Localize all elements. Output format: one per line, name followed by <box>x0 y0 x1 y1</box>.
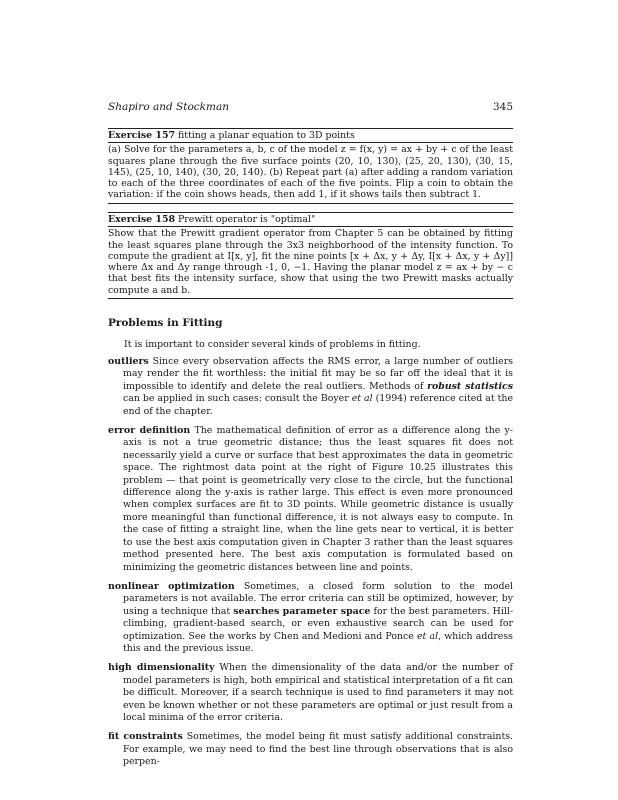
problem-list <box>108 356 513 776</box>
item-text: can be applied in such cases: consult the Boyer <box>123 393 352 405</box>
item-italic: et al <box>351 393 373 405</box>
exercise-body: (a) Solve for the parameters a, b, c of the model z = f(x, y) = ax + by + c of the least squares plane through the five surface points (20, 10, 130), (25, 20, 130), (30, 15, 145), (25, 10, 140), (30, 20, 140). (b) Repeat part (a) after adding a random variation to each of the three coordinates of each of the five points. Flip a coin to obtain the variation: if the coin shows heads, then add 1, if it shows tails then subtract 1. <box>108 144 513 201</box>
list-item-outliers <box>108 356 513 418</box>
exercise-label: Exercise 157 <box>108 130 175 141</box>
item-text: (1994) reference cited at the end of the chapter. <box>123 393 513 417</box>
running-head-authors: Shapiro and Stockman <box>108 101 230 113</box>
exercise-title: fitting a planar equation to 3D points <box>177 130 355 141</box>
page-number: 345 <box>492 101 513 113</box>
exercise-body: Show that the Prewitt gradient operator from Chapter 5 can be obtained by fitting the least squares plane through the 3x3 neighborhood of the intensity function. To compute the gradient at I[x, y], fit the nine points [x + Δx, y + Δy, I[x + Δx, y + Δy]] where Δx and Δy range through -1, 0, −1. Having the planar model z = ax + by − c that best fits the intensity surface, show that using the two Prewitt masks actually compute a and b. <box>108 228 513 296</box>
item-term: fit constraints <box>108 731 183 743</box>
item-text: The mathematical definition of error as a difference along the y-axis is not a true geometric distance; thus the least squares fit does not necessarily yield a curve or surface that best approximates the data in geometric space. The rightmost data point at the right of Figure 10.25 illustrates this problem — that point is geometrically very close to the circle, but the functional difference along the y-axis is rather large. This effect is even more pronounced when complex surfaces are fit to 3D points. While geometric distance is usually more meaningful than functional difference, it is not always easy to compute. In the case of fitting a straight line, when the line gets near to vertical, it is better to use the best axis computation given in Chapter 3 rather than the least squares method presented here. The best axis computation is formulated based on minimizing the geometric distances between line and points. <box>123 425 513 573</box>
exercise-title: Prewitt operator is "optimal" <box>177 214 316 225</box>
list-item-nonlinear-optimization <box>108 581 513 655</box>
item-term: error definition <box>108 425 191 437</box>
item-emphasis: robust statistics <box>427 380 513 392</box>
exercise-box-157 <box>108 128 513 204</box>
exercise-heading <box>108 129 513 143</box>
running-head <box>108 101 513 113</box>
exercise-box-158 <box>108 212 513 299</box>
list-item-fit-constraints <box>108 731 513 768</box>
item-text: When the dimensionality of the data and/or the number of model parameters is high, both empirical and statistical interpretation of a fit can be difficult. Moreover, if a search technique is used to find parameters it may not even be known whether or not these parameters are optimal or just result from a local minima of the error criteria. <box>123 662 513 723</box>
item-term: outliers <box>108 356 149 367</box>
item-emphasis: searches parameter space <box>233 605 371 617</box>
item-text: Sometimes, a closed form solution to the model parameters is not available. The error criteria can still be optimized, however, by using a technique that <box>123 580 514 617</box>
item-text: for the best parameters. Hill-climbing, gradient-based search, or even exhaustive search can be used for optimization. See the works by Chen and Medioni and Ponce <box>123 605 513 642</box>
item-text: , which address this and the previous issue. <box>123 630 513 654</box>
exercise-heading <box>108 213 513 227</box>
section-heading: Problems in Fitting <box>108 317 223 329</box>
section-intro: It is important to consider several kinds of problems in fitting. <box>124 339 421 350</box>
item-term: nonlinear optimization <box>108 580 235 592</box>
exercise-label: Exercise 158 <box>108 214 175 225</box>
item-text: Sometimes, the model being fit must satisfy additional constraints. For example, we may need to find the best line through observations that is also perpen- <box>123 731 514 768</box>
item-term: high dimensionality <box>108 662 215 674</box>
item-text: Since every observation affects the RMS error, a large number of outliers may render the fit worthless: the initial fit may be so far off the ideal that it is impossible to identify and delete the real outliers. Methods of <box>123 356 514 392</box>
list-item-error-definition <box>108 425 513 574</box>
list-item-high-dimensionality <box>108 662 513 724</box>
item-italic: et al <box>417 630 439 642</box>
